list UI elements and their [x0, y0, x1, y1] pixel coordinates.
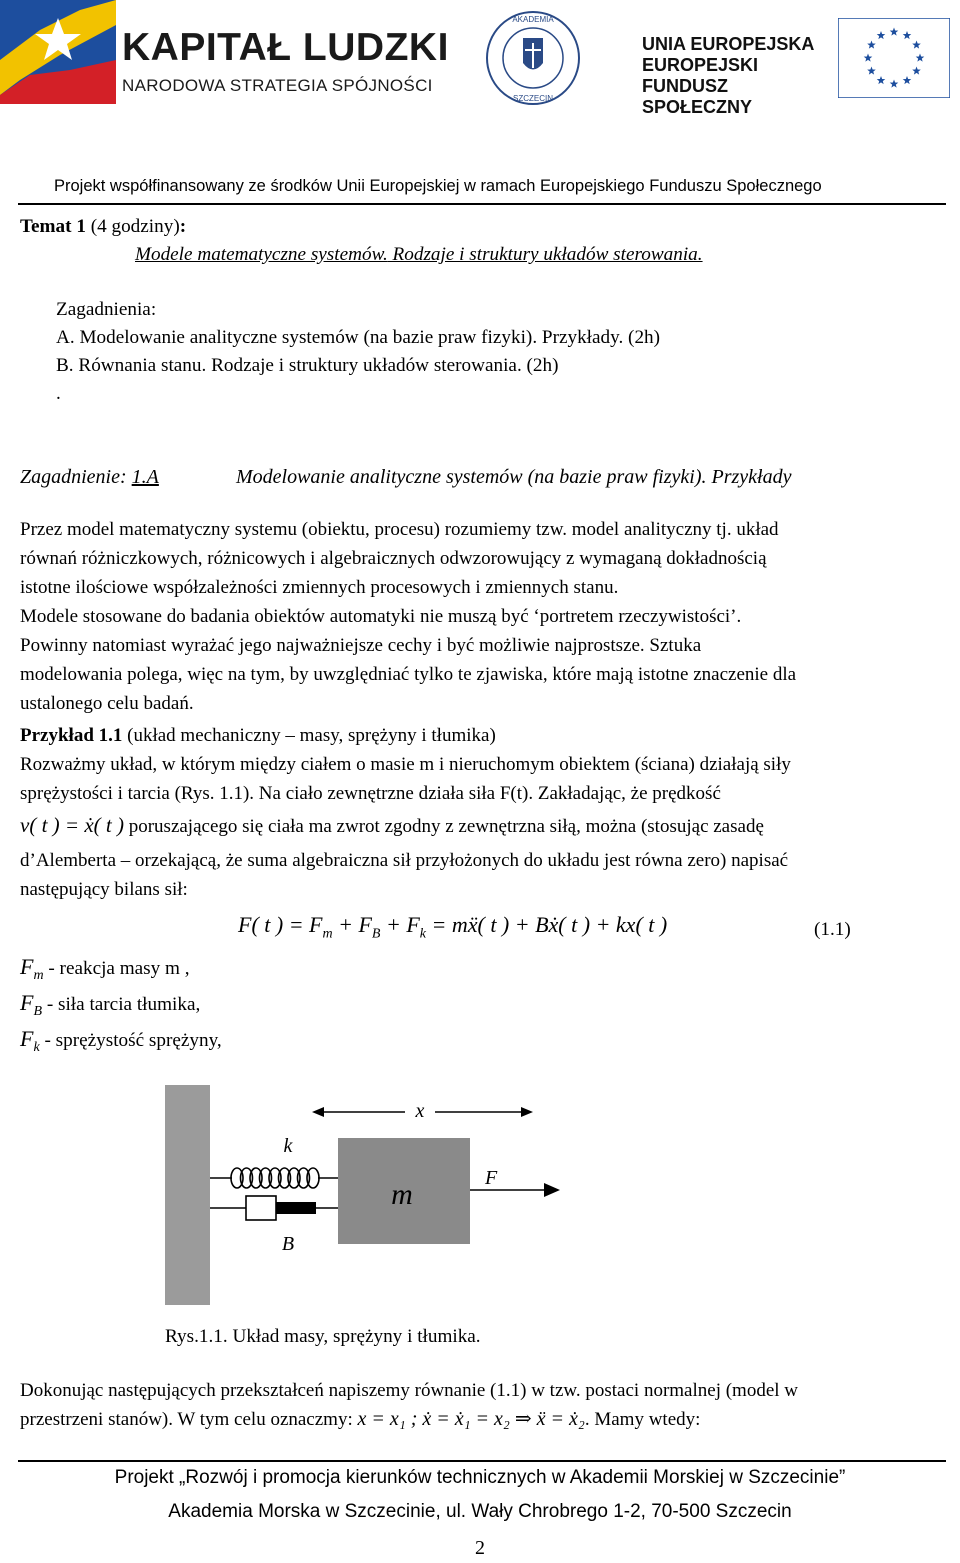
intro-line: istotne ilościowe współzależności zmiennych procesowych i zmiennych stanu. — [20, 577, 619, 598]
spring-shape — [231, 1168, 319, 1188]
equation-number: (1.1) — [814, 919, 851, 940]
example-label: Przykład 1.1 — [20, 725, 123, 746]
topic-title-part1: Modele matematyczne systemów. — [135, 244, 388, 265]
issue-item-a: A. Modelowanie analityczne systemów (na bazie praw fizyki). Przykłady. (2h) — [56, 327, 661, 348]
example-line3-text: poruszającego się ciała ma zwrot zgodny z zewnętrzna siłą, można (stosując zasadę — [123, 816, 764, 837]
mass-spring-damper-figure — [140, 1080, 780, 1320]
closing-line: Dokonując następujących przekształceń napiszemy równanie (1.1) w tzw. postaci normalnej (model w — [20, 1380, 799, 1401]
eu-flag-icon — [838, 18, 950, 98]
intro-line: Modele stosowane do badania obiektów automatyki nie muszą być ‘portretem rzeczywistości’. — [20, 606, 742, 627]
intro-line: Powinny natomiast wyrażać jego najważniejsze cechy i być możliwie najprostsze. Sztuka — [20, 635, 702, 656]
eq-plus1: + F — [332, 912, 372, 937]
header-caption: Projekt współfinansowany ze środków Unii Europejskiej w ramach Europejskiego Funduszu Społecznego — [54, 177, 822, 195]
closing-paragraph — [20, 1376, 940, 1434]
eq-sub-b: B — [371, 926, 381, 942]
damper-cylinder — [246, 1196, 276, 1220]
label-k: k — [283, 1135, 293, 1157]
kapital-ludzki-subtitle: NARODOWA STRATEGIA SPÓJNOŚCI — [122, 76, 433, 95]
def-sub: m — [33, 967, 44, 983]
section-title: Modelowanie analityczne systemów (na bazie praw fizyki). Przykłady — [236, 466, 792, 488]
topic-label: Temat 1 — [20, 216, 86, 237]
def-symbol: F — [20, 954, 34, 979]
def-symbol: F — [20, 1026, 34, 1051]
eu-line-3: FUNDUSZ SPOŁECZNY — [642, 76, 753, 117]
intro-line: ustalonego celu badań. — [20, 693, 194, 714]
example-line — [20, 811, 940, 841]
example-block — [20, 721, 940, 904]
topic-hours: (4 godziny) — [85, 216, 180, 237]
example-heading — [20, 721, 940, 750]
label-f: F — [485, 1167, 498, 1189]
section-label: Zagadnienie: — [20, 466, 132, 488]
force-arrowhead — [544, 1183, 560, 1197]
damper-piston — [276, 1202, 316, 1214]
footer-project: Projekt „Rozwój i promocja kierunków technicznych w Akademii Morskiej w Szczecinie” — [114, 1467, 846, 1488]
def-sub: k — [33, 1039, 40, 1055]
label-m: m — [391, 1178, 413, 1211]
intro-paragraph — [20, 515, 940, 718]
intro-line: modelowania polega, więc na tym, by uwzględniać tylko te zjawiska, które mają istotne znaczenie dla — [20, 664, 797, 685]
example-line: Rozważmy układ, w którym między ciałem o masie m i nieruchomym obiektem (ściana) działają siły — [20, 754, 791, 775]
eq-sub-m: m — [322, 926, 333, 942]
def-sub: B — [33, 1003, 43, 1019]
footer-address: Akademia Morska w Szczecinie, ul. Wały Chrobrego 1-2, 70-500 Szczecin — [168, 1501, 792, 1522]
topic-title — [135, 240, 703, 269]
topic-line — [20, 212, 186, 241]
equation-1-1 — [238, 912, 667, 942]
intro-line: Przez model matematyczny systemu (obiektu, procesu) rozumiemy tzw. model analityczny tj. układ — [20, 519, 779, 540]
section-heading — [20, 463, 159, 492]
def-symbol: F — [20, 990, 34, 1015]
example-line: następujący bilans sił: — [20, 879, 188, 900]
eu-logo-text — [642, 34, 842, 118]
kapital-ludzki-title: KAPITAŁ LUDZKI — [122, 26, 449, 69]
definition-fk — [20, 1024, 222, 1062]
example-line: sprężystości i tarcia (Rys. 1.1). Na ciało zewnętrzne działa siła F(t). Zakładając, że prędkość — [20, 783, 721, 804]
eu-line-1: UNIA EUROPEJSKA — [642, 34, 815, 54]
def-text: - siła tarcia tłumika, — [42, 994, 201, 1015]
svg-text:SZCZECIN: SZCZECIN — [513, 94, 553, 103]
wall-shape — [165, 1085, 210, 1305]
state-substitution-formula: x = x₁ ; ẋ = ẋ₁ = x₂ ⇒ ẍ = ẋ₂ — [357, 1408, 585, 1430]
definition-fm — [20, 952, 190, 990]
def-text: - sprężystość sprężyny, — [39, 1030, 222, 1051]
def-text: - reakcja masy m , — [43, 958, 190, 979]
issue-item-dot: . — [56, 383, 61, 404]
eq-sub-k: k — [419, 926, 426, 942]
section-number: 1.A — [131, 466, 159, 488]
closing-line2-text: przestrzeni stanów). W tym celu oznaczmy: — [20, 1409, 358, 1430]
definition-fb — [20, 988, 200, 1026]
figure-caption: Rys.1.1. Układ masy, sprężyny i tłumika. — [165, 1326, 481, 1347]
label-b: B — [281, 1233, 295, 1255]
svg-text:AKADEMIA: AKADEMIA — [512, 15, 554, 24]
page-number: 2 — [475, 1537, 485, 1559]
header-divider — [18, 203, 946, 205]
example-line: d’Alemberta – orzekającą, że suma algebraiczna sił przyłożonych do układu jest równa zero) napisać — [20, 850, 789, 871]
akademia-morska-seal-icon — [483, 8, 583, 108]
topic-title-part2: Rodzaje i struktury układów sterowania. — [387, 244, 703, 265]
closing-line — [20, 1405, 940, 1434]
eu-line-2: EUROPEJSKI — [642, 55, 759, 75]
eq-lhs: F( t ) = F — [238, 912, 323, 937]
topic-colon: : — [179, 216, 187, 237]
issues-label: Zagadnienia: — [56, 299, 157, 320]
label-x: x — [415, 1100, 425, 1122]
eq-plus2: + F — [380, 912, 420, 937]
kapital-ludzki-logo-icon — [0, 0, 130, 110]
x-arrowhead-right — [521, 1107, 533, 1117]
footer-divider — [18, 1460, 946, 1462]
example-label-rest: (układ mechaniczny – masy, sprężyny i tłumika) — [122, 725, 496, 746]
x-arrowhead-left — [312, 1107, 324, 1117]
intro-line: równań różniczkowych, różnicowych i algebraicznych odwzorowujący z wymaganą dokładnością — [20, 548, 767, 569]
closing-line2-end: . Mamy wtedy: — [584, 1409, 701, 1430]
velocity-formula: v( t ) = ẋ( t ) — [20, 813, 124, 837]
issue-item-b: B. Równania stanu. Rodzaje i struktury układów sterowania. (2h) — [56, 355, 559, 376]
eq-rhs: = mẍ( t ) + Bẋ( t ) + kx( t ) — [426, 912, 668, 937]
